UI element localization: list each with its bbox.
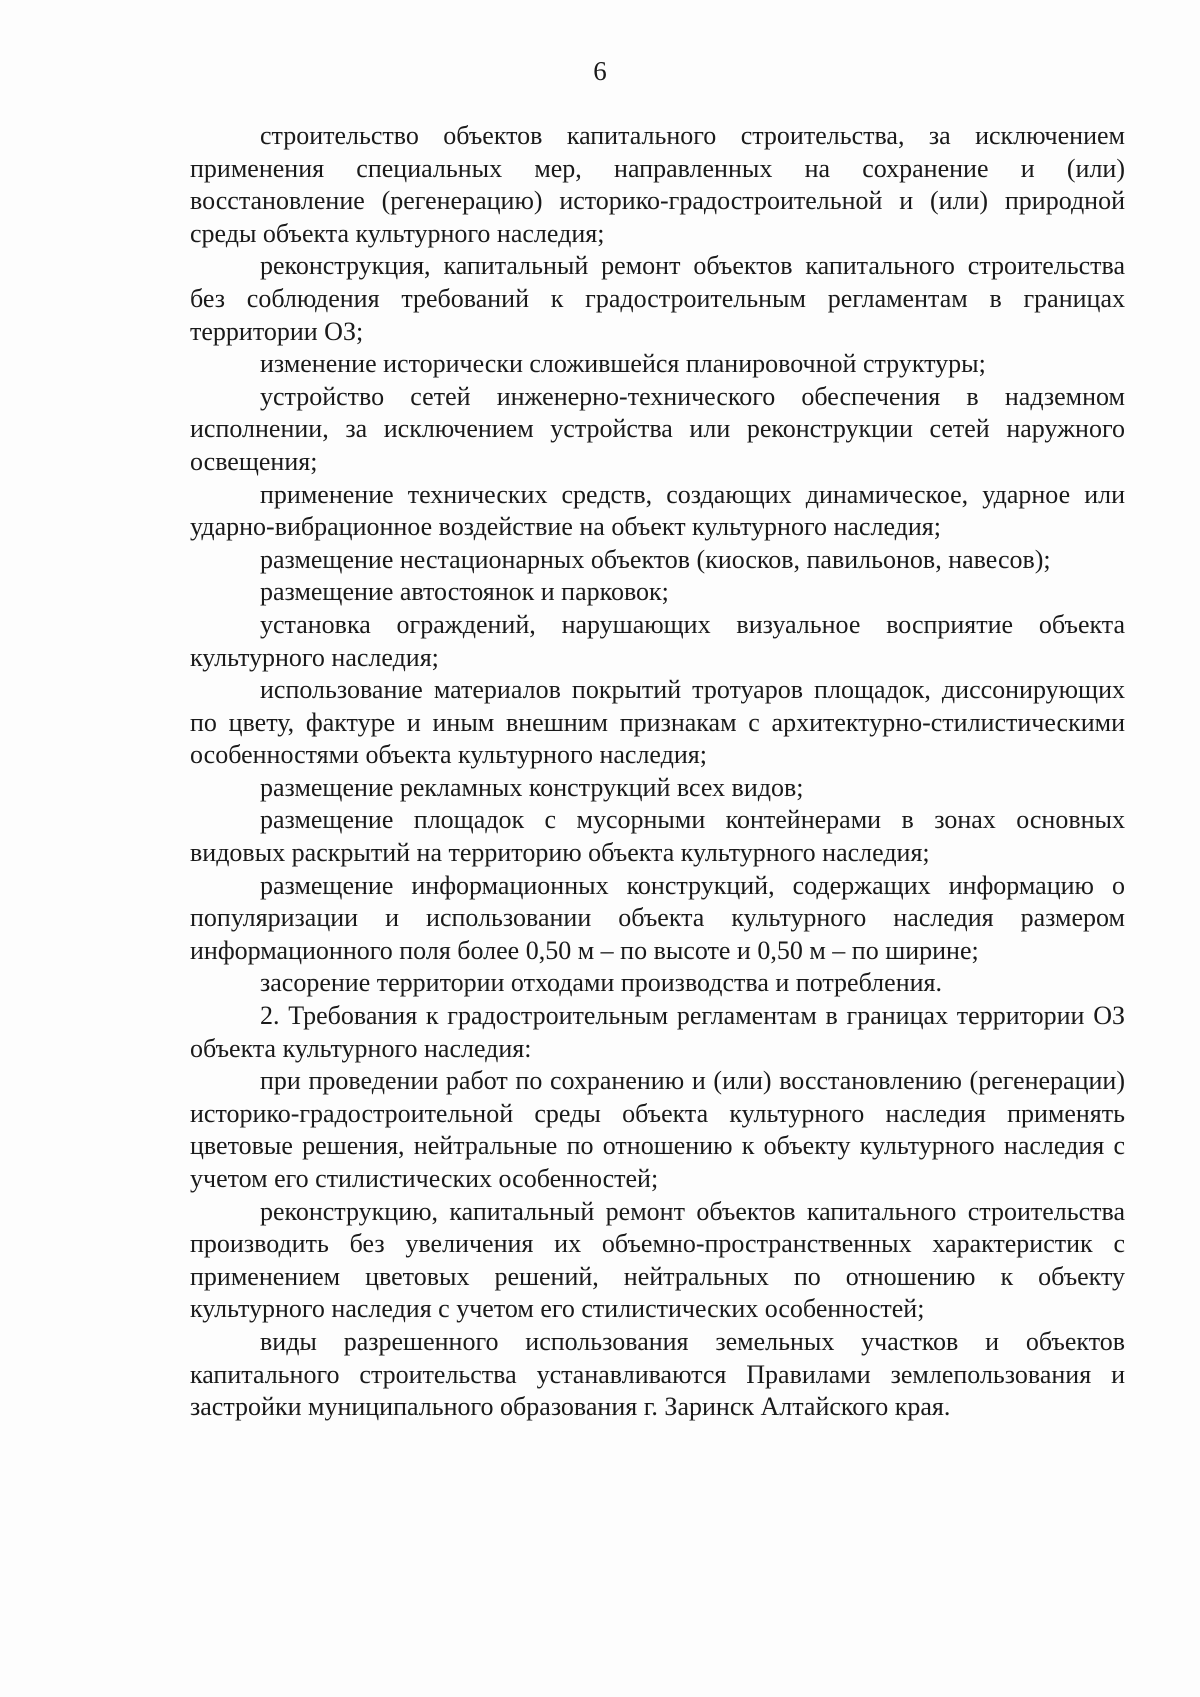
paragraph: применение технических средств, создающих динамическое, ударное или ударно-вибрационное воздействие на объект культурного наследия;	[190, 479, 1125, 542]
paragraph: размещение площадок с мусорными контейнерами в зонах основных видовых раскрытий на территорию объекта культурного наследия;	[190, 805, 1125, 868]
paragraph: размещение рекламных конструкций всех видов;	[260, 772, 804, 802]
paragraph: засорение территории отходами производства и потребления.	[260, 968, 942, 998]
paragraph: размещение информационных конструкций, содержащих информацию о популяризации и использовании объекта культурного наследия размером информационного поля более 0,50 м – по высоте и 0,50 м – по ширине;	[190, 870, 1125, 965]
paragraph: изменение исторически сложившейся планировочной структуры;	[260, 349, 986, 379]
page-number: 6	[593, 56, 607, 86]
paragraph: реконструкцию, капитальный ремонт объектов капитального строительства производить без увеличения их объемно-пространственных характеристик с применением цветовых решений, нейтральных по отношению к объекту культурного наследия с учетом его стилистических особенностей;	[190, 1196, 1125, 1324]
paragraph: установка ограждений, нарушающих визуальное восприятие объекта культурного наследия;	[190, 609, 1125, 672]
paragraph: реконструкция, капитальный ремонт объектов капитального строительства без соблюдения требований к градостроительным регламентам в границах территории ОЗ;	[190, 251, 1125, 346]
document-body	[190, 120, 1125, 1424]
paragraph: при проведении работ по сохранению и (или) восстановлению (регенерации) историко-градостроительной среды объекта культурного наследия применять цветовые решения, нейтральные по отношению к объекту культурного наследия с учетом его стилистических особенностей;	[190, 1066, 1125, 1193]
paragraph: строительство объектов капитального строительства, за исключением применения специальных мер, направленных на сохранение и (или) восстановление (регенерацию) историко-градостроительной и (или) природной среды объекта культурного наследия;	[190, 121, 1125, 248]
paragraph: размещение автостоянок и парковок;	[260, 577, 669, 607]
section-heading-paragraph: 2. Требования к градостроительным регламентам в границах территории ОЗ объекта культурного наследия:	[190, 1001, 1125, 1063]
paragraph: использование материалов покрытий тротуаров площадок, диссонирующих по цвету, фактуре и иным внешним признакам с архитектурно-стилистическими особенностями объекта культурного наследия;	[190, 675, 1125, 770]
paragraph: виды разрешенного использования земельных участков и объектов капитального строительства устанавливаются Правилами землепользования и застройки муниципального образования г. Заринск Алтайского края.	[190, 1326, 1125, 1422]
paragraph: устройство сетей инженерно-технического обеспечения в надземном исполнении, за исключением устройства или реконструкции сетей наружного освещения;	[190, 381, 1125, 476]
paragraph: размещение нестационарных объектов (киосков, павильонов, навесов);	[260, 544, 1051, 574]
